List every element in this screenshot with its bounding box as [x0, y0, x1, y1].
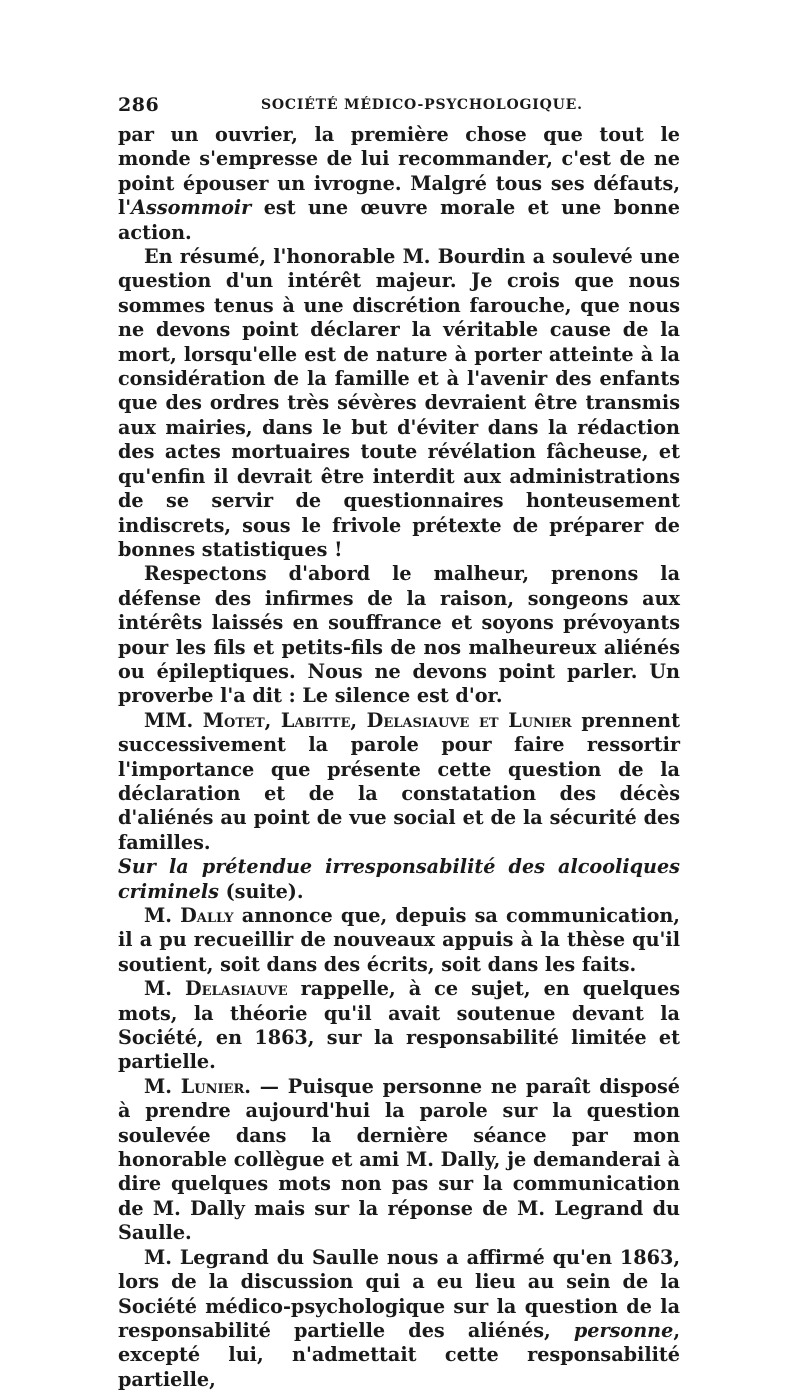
section-suffix: (suite).: [218, 879, 304, 903]
paragraph-7-rest: . — Puisque personne ne paraît disposé à prendre aujourd'hui la parole sur la question soulevée dans la dernière séance par mon honorable collègue et ami M. Dally, je demanderai à dire quelques mots non pas sur la communication de M. Dally mais sur la réponse de M. Legrand du Saulle.: [118, 1074, 680, 1245]
paragraph-8-end: , excepté lui, n'admettait cette responsabilité partielle,: [118, 1318, 680, 1391]
paragraph-1: [118, 123, 680, 245]
paragraph-8: [118, 1246, 680, 1392]
speaker-names: Motet, Labitte, Delasiauve et Lunier: [202, 708, 572, 732]
assommoir-title: Assommoir: [131, 196, 252, 220]
paragraph-4: [118, 709, 680, 855]
paragraph-6-rest: rappelle, à ce sujet, en quelques mots, la théorie qu'il avait soutenue devant la Société, en 1863, sur la responsabilité limitée et partielle.: [118, 977, 680, 1074]
paragraph-6: [118, 977, 680, 1075]
paragraph-5-start: M.: [144, 904, 181, 927]
paragraph-7-start: M.: [144, 1074, 181, 1098]
page-number: 286: [118, 94, 160, 116]
paragraph-4-start: MM.: [144, 708, 203, 732]
paragraph-3: Respectons d'abord le malheur, prenons la défense des infirmes de la raison, songeons aux intérêts laissés en souffrance et soyons prévoyants pour les fils et petits-fils de nos malheureux aliénés ou épileptiques. Nous ne devons point parler. Un proverbe l'a dit : Le silence est d'or.: [118, 562, 680, 708]
paragraph-4-rest: prennent successivement la parole pour faire ressortir l'importance que présente cette question de la déclaration et de la constatation des décès d'aliénés au point de vue social et de la sécurité des familles.: [118, 708, 680, 854]
section-title: Sur la prétendue irresponsabilité des alcooliques criminels: [118, 855, 680, 903]
paragraph-5: [118, 904, 680, 977]
section-heading: [118, 855, 680, 904]
running-title: SOCIÉTÉ MÉDICO-PSYCHOLOGIQUE.: [261, 97, 583, 113]
page-header: [118, 94, 678, 116]
paragraph-1-end: est une œuvre morale et une bonne action.: [118, 196, 680, 244]
paragraph-7: [118, 1075, 680, 1246]
body-text: [118, 123, 680, 1392]
personne-italic: personne: [573, 1318, 674, 1342]
paragraph-8-text: M. Legrand du Saulle nous a affirmé qu'en 1863, lors de la discussion qui a eu lieu au sein de la Société médico-psychologique sur la question de la responsabilité partielle des aliénés,: [118, 1245, 680, 1342]
speaker-lunier: Lunier: [180, 1074, 245, 1098]
paragraph-2: En résumé, l'honorable M. Bourdin a soulevé une question d'un intérêt majeur. Je crois que nous sommes tenus à une discrétion farouche, que nous ne devons point déclarer la véritable cause de la mort, lorsqu'elle est de nature à porter atteinte à la considération de la famille et à l'avenir des enfants que des ordres très sévères devraient être transmis aux mairies, dans le but d'éviter dans la rédaction des actes mortuaires toute révélation fâcheuse, et qu'enfin il devrait être interdit aux administrations de se servir de questionnaires honteusement indiscrets, sous le frivole prétexte de préparer de bonnes statistiques !: [118, 245, 680, 561]
paragraph-1-text: par un ouvrier, la première chose que tout le monde s'empresse de lui recommander, c'est de ne point épouser un ivrogne. Malgré tous ses défauts, l': [118, 123, 680, 220]
paragraph-5-rest: annonce que, depuis sa communication, il a pu recueillir de nouveaux appuis à la thèse qu'il soutient, soit dans des écrits, soit dans les faits.: [118, 904, 680, 976]
paragraph-6-start: M.: [144, 977, 185, 1001]
speaker-dally: Dally: [180, 904, 234, 927]
speaker-delasiauve: Delasiauve: [184, 977, 288, 1001]
